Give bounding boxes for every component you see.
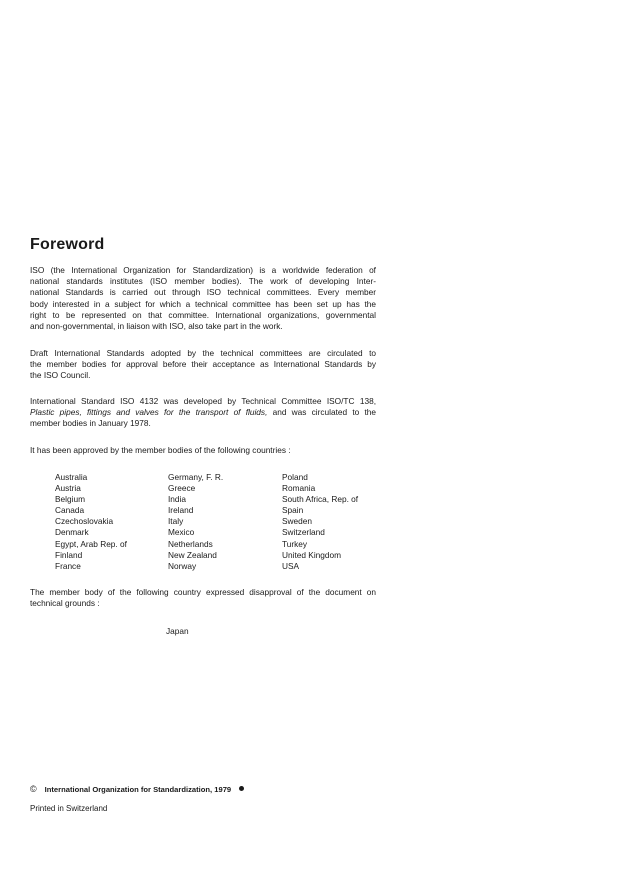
paragraph-standard-development [30,396,376,430]
country-item: Denmark [55,527,89,538]
printed-in: Printed in Switzerland [30,804,108,813]
country-item: France [55,560,81,571]
country-item: Czechoslovakia [55,516,114,527]
country-item: Ireland [168,505,194,516]
text-line: member bodies in January 1978. [30,418,151,429]
bullet-icon [239,786,244,791]
country-item: Finland [55,549,83,560]
copyright-text: International Organization for Standardization, 1979 [44,785,232,794]
committee-title-italic: Plastic pipes, fittings and valves for the transport of fluids, [30,407,268,418]
country-column-2 [168,472,223,572]
country-item: Canada [55,505,85,516]
country-item: Germany, F. R. [168,472,224,482]
country-item: Switzerland [282,527,325,538]
country-item: Belgium [55,494,85,505]
country-item: India [168,494,186,505]
country-item: Mexico [168,527,195,538]
country-item: Sweden [282,516,312,527]
country-item: USA [282,560,300,571]
text-line [30,407,376,418]
text-line: the ISO Council. [30,370,91,381]
text-line: ISO (the International Organization for Standardization) is a worldwide federation of [30,265,376,275]
country-column-1 [55,472,127,572]
text-line: The member body of the following country expressed disapproval of the document on [30,587,376,597]
text-line: right to be represented on that committee. International organizations, governmental [30,309,376,320]
text-line: International Standard ISO 4132 was developed by Technical Committee ISO/TC 138, [30,396,376,406]
country-item: Italy [168,516,184,527]
copyright-line [30,784,244,794]
paragraph-iso-intro [30,265,376,332]
text-line: and non-governmental, in liaison with ISO, also take part in the work. [30,321,283,332]
country-item: Egypt, Arab Rep. of [55,538,127,549]
page-title: Foreword [30,236,105,253]
country-item: Spain [282,505,304,516]
disapproving-country: Japan [166,626,189,636]
copyright-symbol: © [30,784,37,794]
country-item: Norway [168,560,197,571]
country-item: New Zealand [168,549,217,560]
country-item: Netherlands [168,538,213,549]
paragraph-disapproval [30,587,376,609]
country-item: Austria [55,483,81,494]
country-item: Australia [55,472,88,482]
country-item: Poland [282,472,308,482]
country-item: United Kingdom [282,549,342,560]
text-line: body interested in a subject for which a technical committee has been set up has the [30,298,376,309]
country-item: South Africa, Rep. of [282,494,359,505]
text-line: national Standards is carried out through ISO technical committees. Every member [30,287,376,298]
paragraph-draft-standards [30,348,376,382]
country-item: Turkey [282,538,308,549]
paragraph-approval: It has been approved by the member bodies of the following countries : [30,445,291,455]
country-item: Romania [282,483,316,494]
text-line: national standards institutes (ISO member bodies). The work of developing Inter- [30,276,376,287]
text-line: Draft International Standards adopted by the technical committees are circulated to [30,348,376,358]
text-line: technical grounds : [30,598,100,609]
text-fragment: and was circulated to the [267,407,376,418]
country-item: Greece [168,483,196,494]
text-line: the member bodies for approval before their acceptance as International Standards by [30,359,376,370]
country-column-3 [282,472,358,572]
